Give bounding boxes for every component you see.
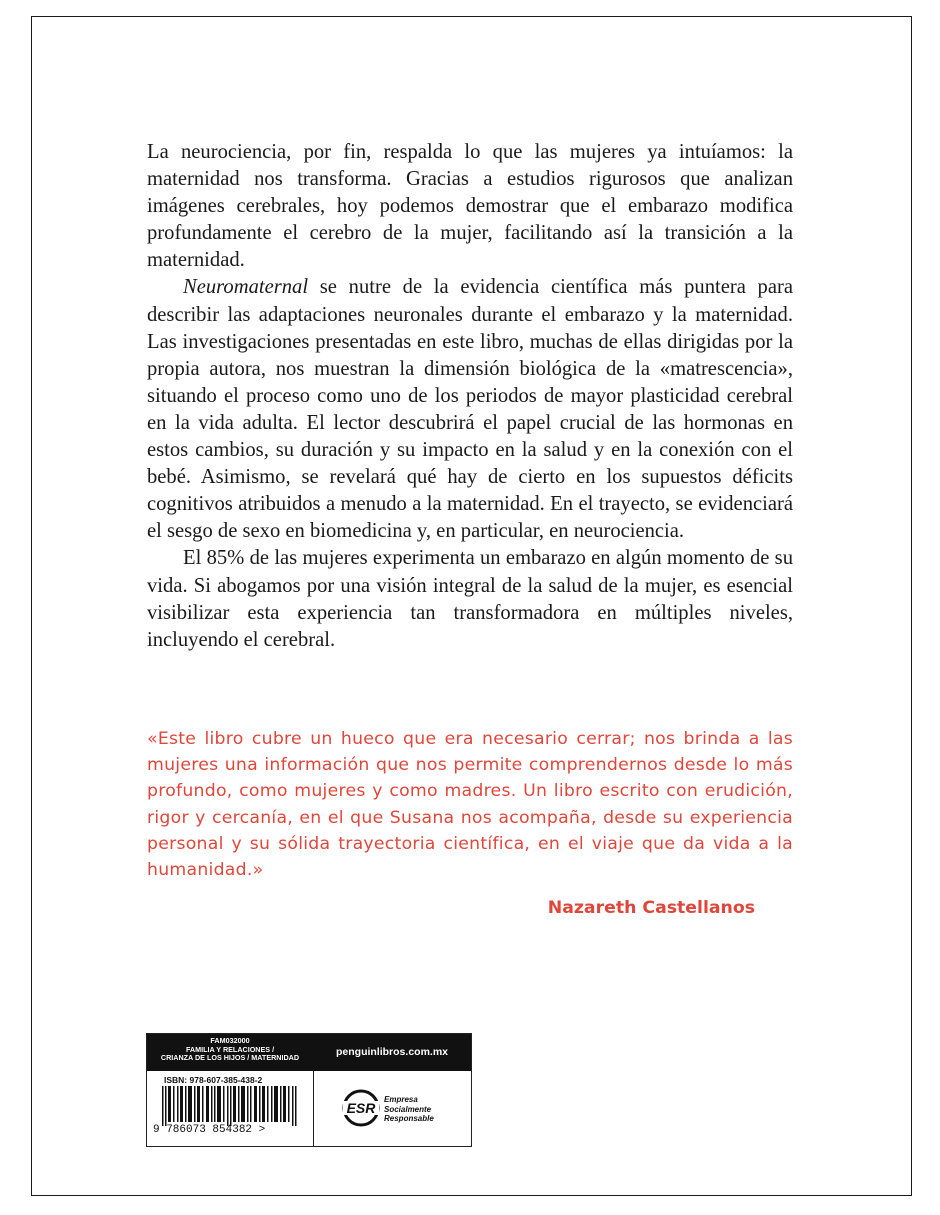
category-label [147,1034,313,1071]
publisher-website: penguinlibros.com.mx [313,1034,471,1071]
esr-logo-icon [341,1088,381,1128]
synopsis-paragraph-2 [147,274,793,545]
category-line-1: FAMILIA Y RELACIONES / [185,1044,275,1054]
category-code: FAM032000 [210,1036,250,1045]
synopsis-paragraph-1: La neurociencia, por fin, respalda lo que las mujeres ya intuíamos: la maternidad nos transforma. Gracias a estudios rigurosos que analizan imágenes cerebrales, hoy podemos demostrar que el embarazo modifica profundamente el cerebro de la mujer, facilitando así la transición a la maternidad. [147,141,793,272]
barcode-box [146,1033,472,1147]
book-title: Neuromaternal [183,276,309,299]
blurb-author: Nazareth Castellanos [547,898,755,918]
esr-line-3: Responsable [384,1114,434,1123]
category-line-2: CRIANZA DE LOS HIJOS / MATERNIDAD [160,1053,300,1063]
synopsis-text [147,139,793,654]
isbn-text: ISBN: 978-607-385-438-2 [164,1075,263,1085]
esr-line-1: Empresa [384,1095,418,1104]
publisher-panel [313,1034,471,1146]
blurb-quote: «Este libro cubre un hueco que era necesario cerrar; nos brinda a las mujeres una información que nos permite comprendernos desde lo más profundo, como mujeres y como madres. Un libro escrito con erudición, rigor y cercanía, en el que Susana nos acompaña, desde su experiencia personal y su sólida trayectoria científica, en el viaje que da vida a la humanidad.» [147,729,793,881]
synopsis-paragraph-3: El 85% de las mujeres experimenta un embarazo en algún momento de su vida. Si abogamos por una visión integral de la salud de la mujer, es esencial visibilizar esta experiencia tan transformadora en múltiples niveles, incluyendo el cerebral. [147,547,793,651]
esr-caption [384,1095,434,1124]
esr-badge [341,1088,466,1134]
barcode-icon [153,1086,309,1126]
esr-line-2: Socialmente [384,1104,432,1114]
esr-logo-text: ESR [346,1100,376,1116]
barcode-panel [147,1034,314,1146]
synopsis-paragraph-2-text: se nutre de la evidencia científica más puntera para describir las adaptaciones neuronales durante el embarazo y la maternidad. Las investigaciones presentadas en este libro, muchas de ellas dirigidas por la propia autora, nos muestran la dimensión biológica de la «matrescencia», situando el proceso como uno de los periodos de mayor plasticidad cerebral en la vida adulta. El lector descubrirá el papel crucial de las hormonas en estos cambios, su duración y su impacto en la salud y en la conexión con el bebé. Asimismo, se revelará qué hay de cierto en los supuestos déficits cognitivos atribuidos a menudo a la maternidad. En el trayecto, se evidenciará el sesgo de sexo en biomedicina y, en particular, en neurociencia. [147,276,793,543]
barcode-digits: 9 786073 854382 > [153,1124,266,1136]
